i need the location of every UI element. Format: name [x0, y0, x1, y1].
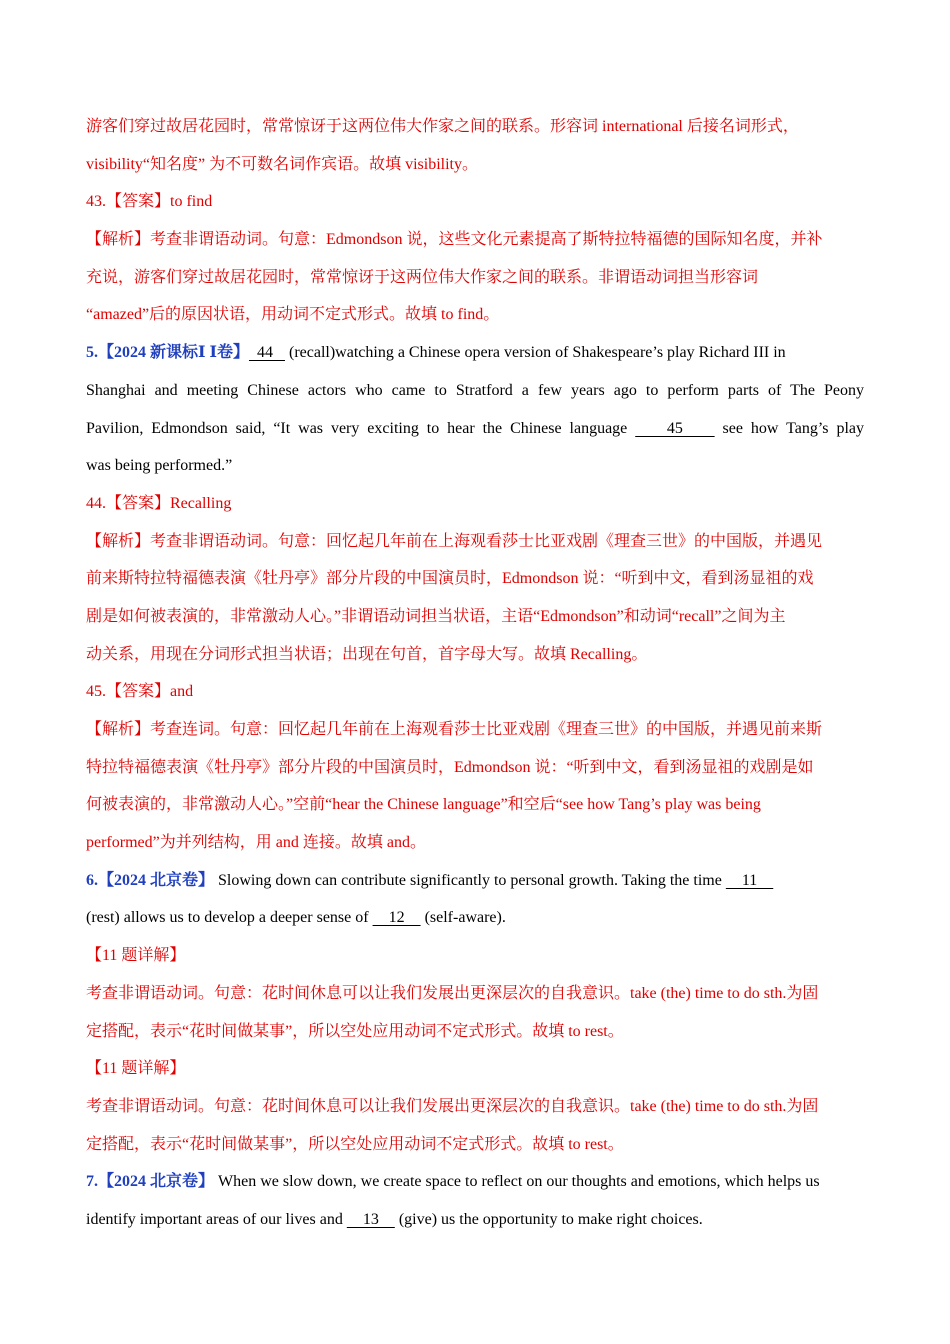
question-text-line	[86, 1201, 864, 1239]
detail-heading-11-repeat: 【11 题详解】	[86, 1060, 186, 1078]
detail-11-repeat: 考查非谓语动词。句意：花时间休息可以让我们发展出更深层次的自我意识。take (the) time to do sth.为固	[86, 1097, 819, 1115]
analysis-45: 【解析】考查连词。句意：回忆起几年前在上海观看莎士比亚戏剧《理查三世》的中国版，并遇见前来斯	[86, 721, 823, 738]
question-text-line: Shanghai and meeting Chinese actors who came to Stratford a few years ago to perform parts of The Peony	[86, 381, 864, 399]
text-span: see how Tang’s play	[714, 419, 864, 437]
question-label: 7.【2024 北京卷】	[86, 1173, 215, 1191]
document-page	[86, 108, 864, 1239]
text-line: 定搭配，表示“花时间做某事”，所以空处应用动词不定式形式。故填 to rest。	[86, 1022, 624, 1040]
text-line: 动关系，用现在分词形式担当状语；出现在句首，首字母大写。故填 Recalling。	[86, 645, 648, 663]
analysis-44: 【解析】考查非谓语动词。句意：回忆起几年前在上海观看莎士比亚戏剧《理查三世》的中国版，并遇见	[86, 532, 823, 550]
text-line: “amazed”后的原因状语，用动词不定式形式。故填 to find。	[86, 306, 500, 324]
text-span: (self-aware).	[420, 909, 506, 927]
answer-45: 45.【答案】and	[86, 683, 194, 701]
blank-44: 44	[248, 344, 285, 362]
blank-45: 45	[635, 419, 715, 437]
question-6	[86, 862, 864, 900]
text-span: identify important areas of our lives and	[86, 1210, 347, 1228]
text-line: 剧是如何被表演的，非常激动人心。”非谓语动词担当状语，主语“Edmondson”和动词“recall”之间为主	[86, 607, 786, 625]
text-line: 游客们穿过故居花园时，常常惊讶于这两位伟大作家之间的联系。形容词 international 后接名词形式，	[86, 118, 799, 135]
question-text: (recall)watching a Chinese opera version of Shakespeare’s play Richard III in	[284, 344, 786, 362]
question-text: Slowing down can contribute significantly to personal growth. Taking the time	[214, 871, 726, 889]
blank-12: 12	[372, 909, 421, 927]
text-line: 特拉特福德表演《牡丹亭》部分片段的中国演员时，Edmondson 说：“听到中文，看到汤显祖的戏剧是如	[86, 758, 814, 776]
text-line: visibility“知名度” 为不可数名词作宾语。故填 visibility。	[86, 155, 479, 173]
analysis-43: 【解析】考查非谓语动词。句意：Edmondson 说，这些文化元素提高了斯特拉特福德的国际知名度，并补	[86, 231, 823, 249]
text-line: 前来斯特拉特福德表演《牡丹亭》部分片段的中国演员时，Edmondson 说：“听到中文，看到汤显祖的戏	[86, 570, 814, 588]
text-span: Pavilion, Edmondson said, “It was very exciting to hear the Chinese language	[86, 419, 636, 437]
question-5	[86, 334, 864, 372]
question-text-line	[86, 410, 864, 448]
answer-43: 43.【答案】to find	[86, 193, 213, 211]
answer-44: 44.【答案】Recalling	[86, 494, 232, 512]
detail-11: 考查非谓语动词。句意：花时间休息可以让我们发展出更深层次的自我意识。take (the) time to do sth.为固	[86, 984, 819, 1002]
text-line: performed”为并列结构，用 and 连接。故填 and。	[86, 834, 426, 852]
detail-heading-11: 【11 题详解】	[86, 947, 186, 965]
question-text: When we slow down, we create space to reflect on our thoughts and emotions, which helps us	[214, 1173, 820, 1191]
question-text-line: was being performed.”	[86, 457, 233, 475]
blank-11: 11	[725, 871, 774, 889]
text-line: 何被表演的，非常激动人心。”空前“hear the Chinese language”和空后“see how Tang’s play was being	[86, 796, 761, 814]
question-7	[86, 1163, 864, 1201]
question-label: 6.【2024 北京卷】	[86, 871, 215, 889]
question-label: 5.【2024 新课标Ⅰ Ⅰ卷】	[86, 344, 249, 362]
text-span: (give) us the opportunity to make right choices.	[394, 1210, 703, 1228]
text-line: 定搭配，表示“花时间做某事”，所以空处应用动词不定式形式。故填 to rest。	[86, 1135, 624, 1153]
blank-13: 13	[346, 1210, 395, 1228]
text-line: 充说，游客们穿过故居花园时，常常惊讶于这两位伟大作家之间的联系。非谓语动词担当形容词	[86, 268, 759, 286]
question-text-line	[86, 899, 864, 937]
text-span: (rest) allows us to develop a deeper sense of	[86, 909, 373, 927]
